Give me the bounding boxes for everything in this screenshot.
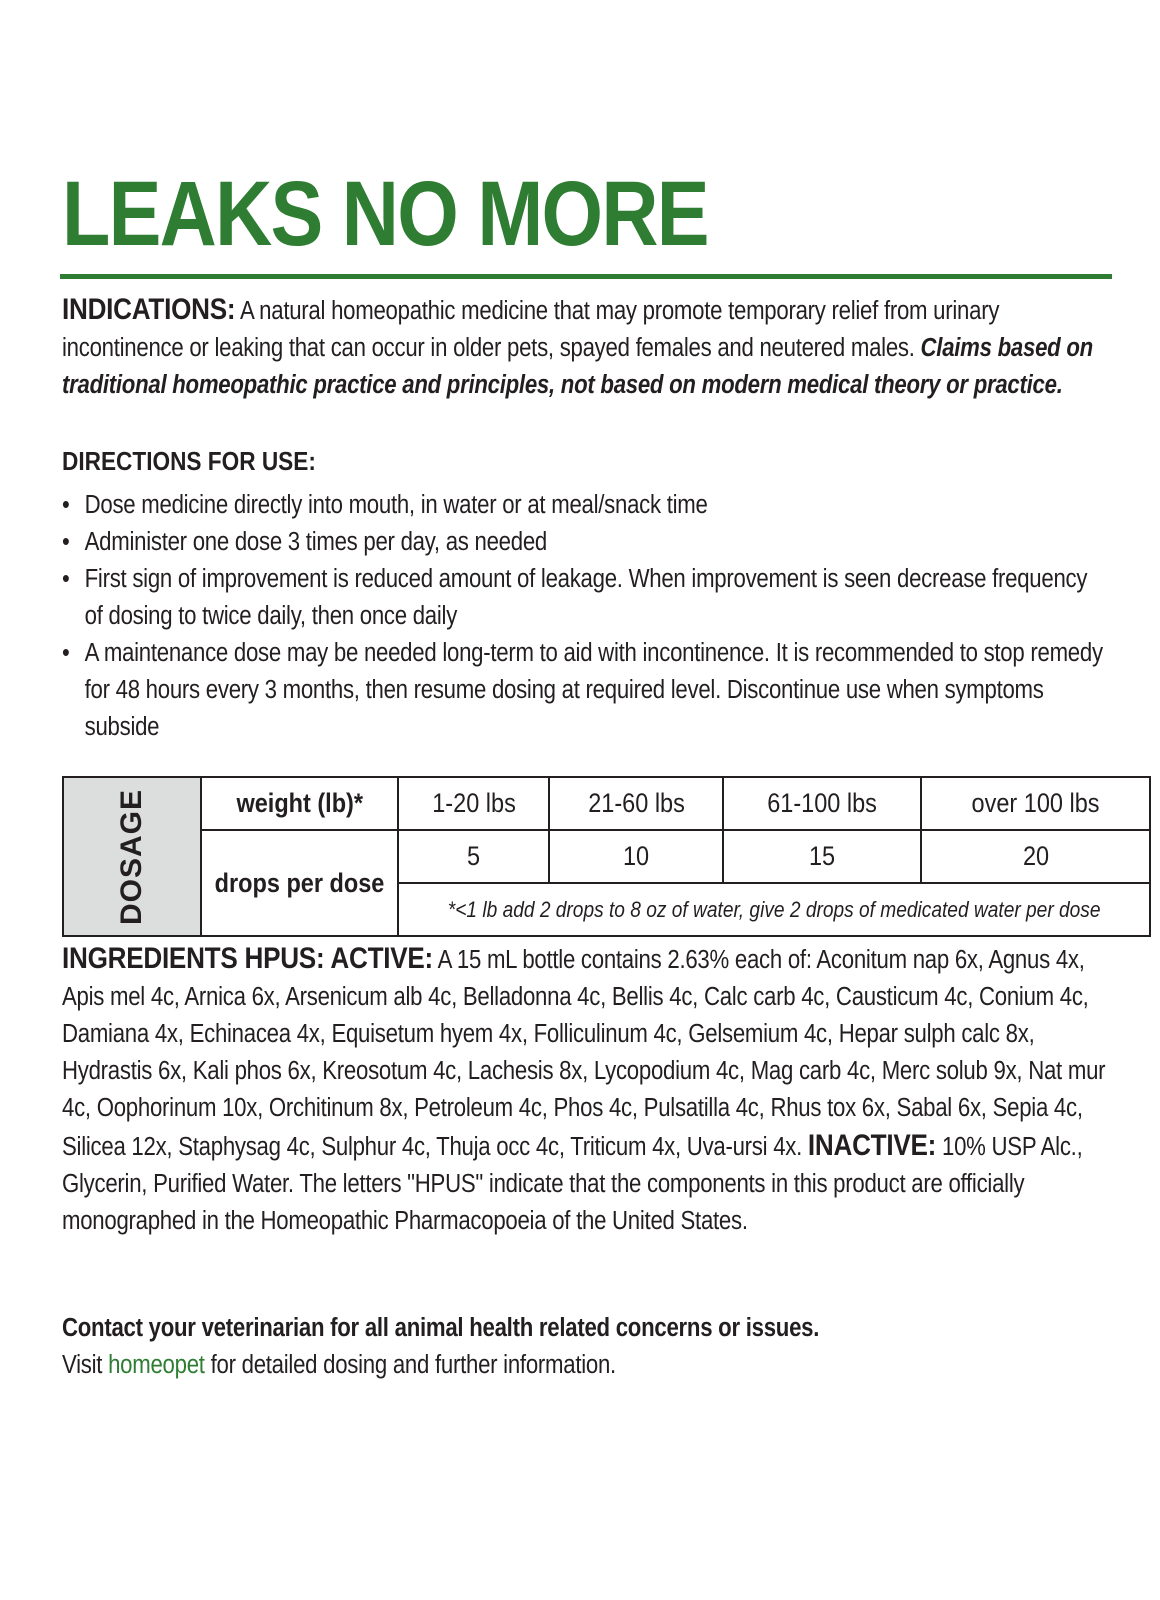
weight-cell: 21-60 lbs bbox=[549, 777, 723, 830]
directions-list bbox=[62, 487, 1106, 746]
ingredients-active: A 15 mL bottle contains 2.63% each of: Aconitum nap 6x, Agnus 4x, Apis mel 4c, Arnica 6x, Arsenicum alb 4c, Belladonna 4c, Bellis 4c, Calc carb 4c, Causticum 4c, Conium 4c, Damiana 4x, Echinacea 4x, Equisetum hyem 4x, Folliculinum 4c, Gelsemium 4c, Hepar sulph calc 8x, Hydrastis 6x, Kali phos 6x, Kreosotum 4c, Lachesis 8x, Lycopodium 4c, Mag carb 4c, Merc solub 9x, Nat mur 4c, Oophorinum 10x, Orchitinum 8x, Petroleum 4c, Phos 4c, Pulsatilla 4c, Rhus tox 6x, Sabal 6x, Sepia 4c, Silicea 12x, Staphysag 4c, Sulphur 4c, Thuja occ 4c, Triticum 4x, Uva-ursi 4x. bbox=[62, 946, 1106, 1161]
dosage-note: *<1 lb add 2 drops to 8 oz of water, give 2 drops of medicated water per dose bbox=[398, 883, 1150, 936]
indications-label: INDICATIONS: bbox=[62, 293, 236, 326]
product-title: LEAKS NO MORE bbox=[62, 163, 708, 265]
directions-heading: DIRECTIONS FOR USE: bbox=[62, 446, 316, 476]
directions-item: • Administer one dose 3 times per day, as needed bbox=[62, 524, 1106, 561]
inactive-label: INACTIVE: bbox=[807, 1129, 937, 1162]
indications-section bbox=[62, 291, 1106, 404]
dosage-side-label: DOSAGE bbox=[63, 777, 201, 936]
ingredients-label: INGREDIENTS HPUS: ACTIVE: bbox=[62, 942, 433, 975]
title-divider bbox=[60, 274, 1112, 279]
ingredients-section bbox=[62, 940, 1106, 1240]
indications-claim: Claims based on traditional homeopathic practice and principles, not based on modern medical theory or practice. bbox=[62, 334, 1093, 399]
weight-cell: over 100 lbs bbox=[921, 777, 1151, 830]
indications-text: A natural homeopathic medicine that may promote temporary relief from urinary incontinence or leaking that can occur in older pets, spayed females and neutered males. bbox=[62, 297, 1000, 362]
indications-paragraph bbox=[62, 291, 1106, 404]
homeopet-link[interactable]: homeopet bbox=[108, 1351, 205, 1379]
drops-row-header: drops per dose bbox=[201, 830, 398, 936]
directions-item: • A maintenance dose may be needed long-term to aid with incontinence. It is recommended to stop remedy for 48 hours every 3 months, then resume dosing at required level. Discontinue use when symptoms subside bbox=[62, 635, 1106, 746]
drops-cell: 15 bbox=[723, 830, 920, 883]
visit-post: for detailed dosing and further information. bbox=[204, 1351, 616, 1379]
contact-section bbox=[62, 1310, 1106, 1384]
visit-pre: Visit bbox=[62, 1351, 109, 1379]
ingredients-inactive: 10% USP Alc., Glycerin, Purified Water. The letters "HPUS" indicate that the components in this product are officially monographed in the Homeopathic Pharmacopoeia of the United States. bbox=[62, 1133, 1083, 1235]
dosage-table bbox=[62, 776, 1151, 937]
directions-item: • Dose medicine directly into mouth, in water or at meal/snack time bbox=[62, 487, 1106, 524]
drops-cell: 10 bbox=[549, 830, 723, 883]
weight-row-header: weight (lb)* bbox=[201, 777, 398, 830]
weight-cell: 1-20 lbs bbox=[398, 777, 549, 830]
directions-item: • First sign of improvement is reduced amount of leakage. When improvement is seen decrease frequency of dosing to twice daily, then once daily bbox=[62, 561, 1106, 635]
drops-cell: 20 bbox=[921, 830, 1151, 883]
drops-cell: 5 bbox=[398, 830, 549, 883]
contact-bold: Contact your veterinarian for all animal health related concerns or issues. bbox=[62, 1314, 820, 1342]
weight-cell: 61-100 lbs bbox=[723, 777, 920, 830]
